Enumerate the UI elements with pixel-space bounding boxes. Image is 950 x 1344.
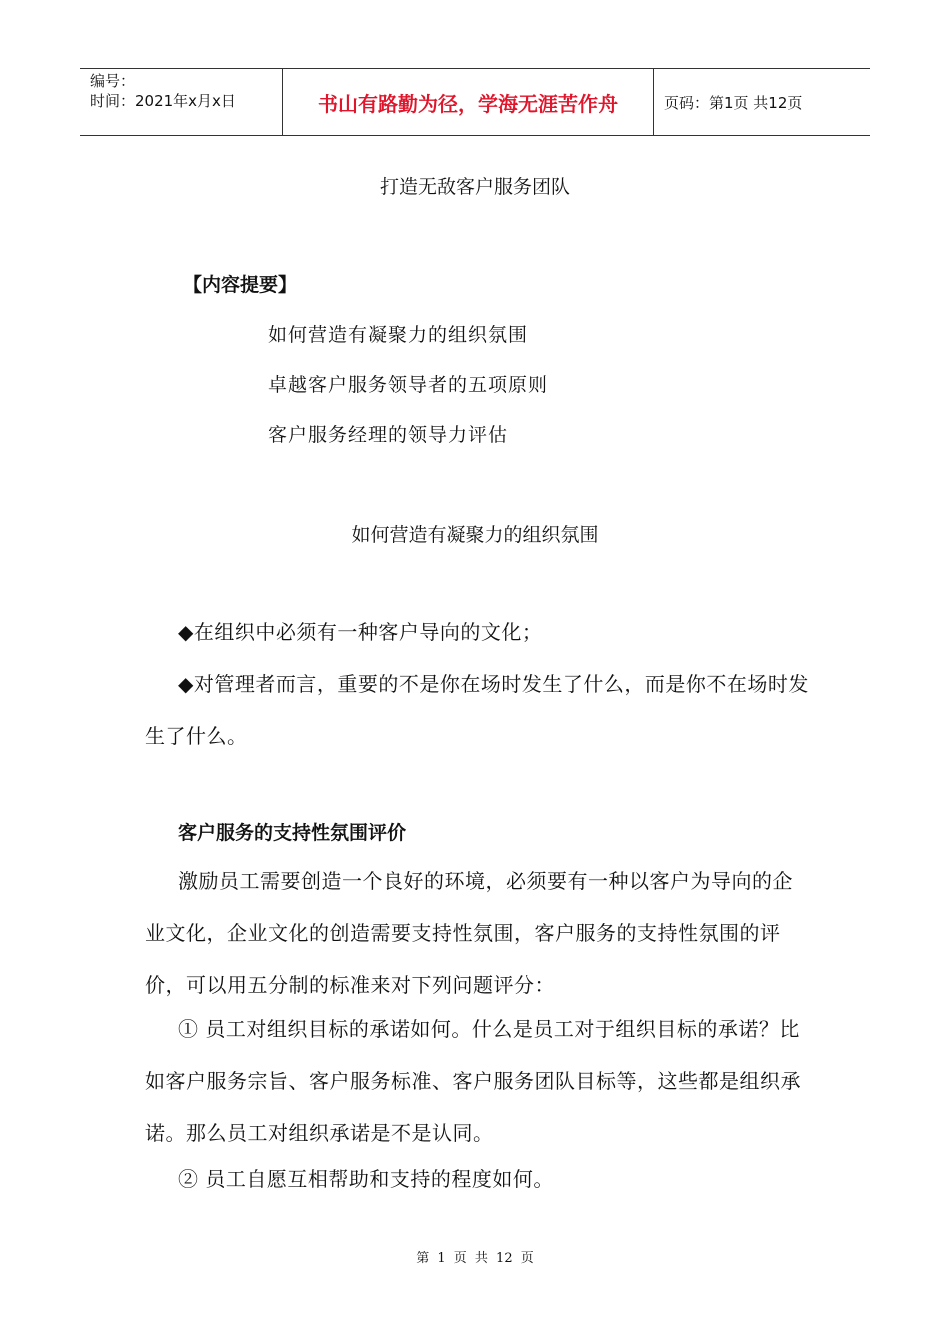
header-page-info: 页码：第1页 共12页 [664, 93, 803, 112]
document-title: 打造无敌客户服务团队 [379, 176, 570, 198]
bullet-paragraph: ◆对管理者而言，重要的不是你在场时发生了什么，而是你不在场时发生了什么。 [145, 672, 809, 748]
bullet-paragraph: ◆在组织中必须有一种客户导向的文化； [178, 620, 543, 644]
page-header [80, 68, 870, 136]
summary-item: 如何营造有凝聚力的组织氛围 [268, 324, 529, 346]
page-footer: 第 1 页 共 12 页 [416, 1251, 534, 1266]
header-meta [80, 69, 282, 135]
header-motto: 书山有路勤为径，学海无涯苦作舟 [282, 69, 654, 135]
body-paragraph: 激励员工需要创造一个良好的环境，必须要有一种以客户为导向的企业文化，企业文化的创造需要支持性氛围，客户服务的支持性氛围的评价，可以用五分制的标准来对下列问题评分： [145, 869, 793, 997]
section-title: 如何营造有凝聚力的组织氛围 [351, 524, 599, 546]
summary-item: 客户服务经理的领导力评估 [268, 424, 509, 446]
doc-date-label: 时间：2021年x月x日 [90, 92, 236, 110]
doc-number-label: 编号： [90, 72, 136, 90]
subsection-heading: 客户服务的支持性氛围评价 [178, 822, 407, 844]
body-paragraph: ② 员工自愿互相帮助和支持的程度如何。 [178, 1167, 554, 1191]
body-paragraph: ① 员工对组织目标的承诺如何。什么是员工对于组织目标的承诺？比如客户服务宗旨、客户服务标准、客户服务团队目标等，这些都是组织承诺。那么员工对组织承诺是不是认同。 [145, 1017, 801, 1145]
summary-heading: 【内容提要】 [183, 274, 298, 296]
summary-item: 卓越客户服务领导者的五项原则 [268, 374, 549, 396]
